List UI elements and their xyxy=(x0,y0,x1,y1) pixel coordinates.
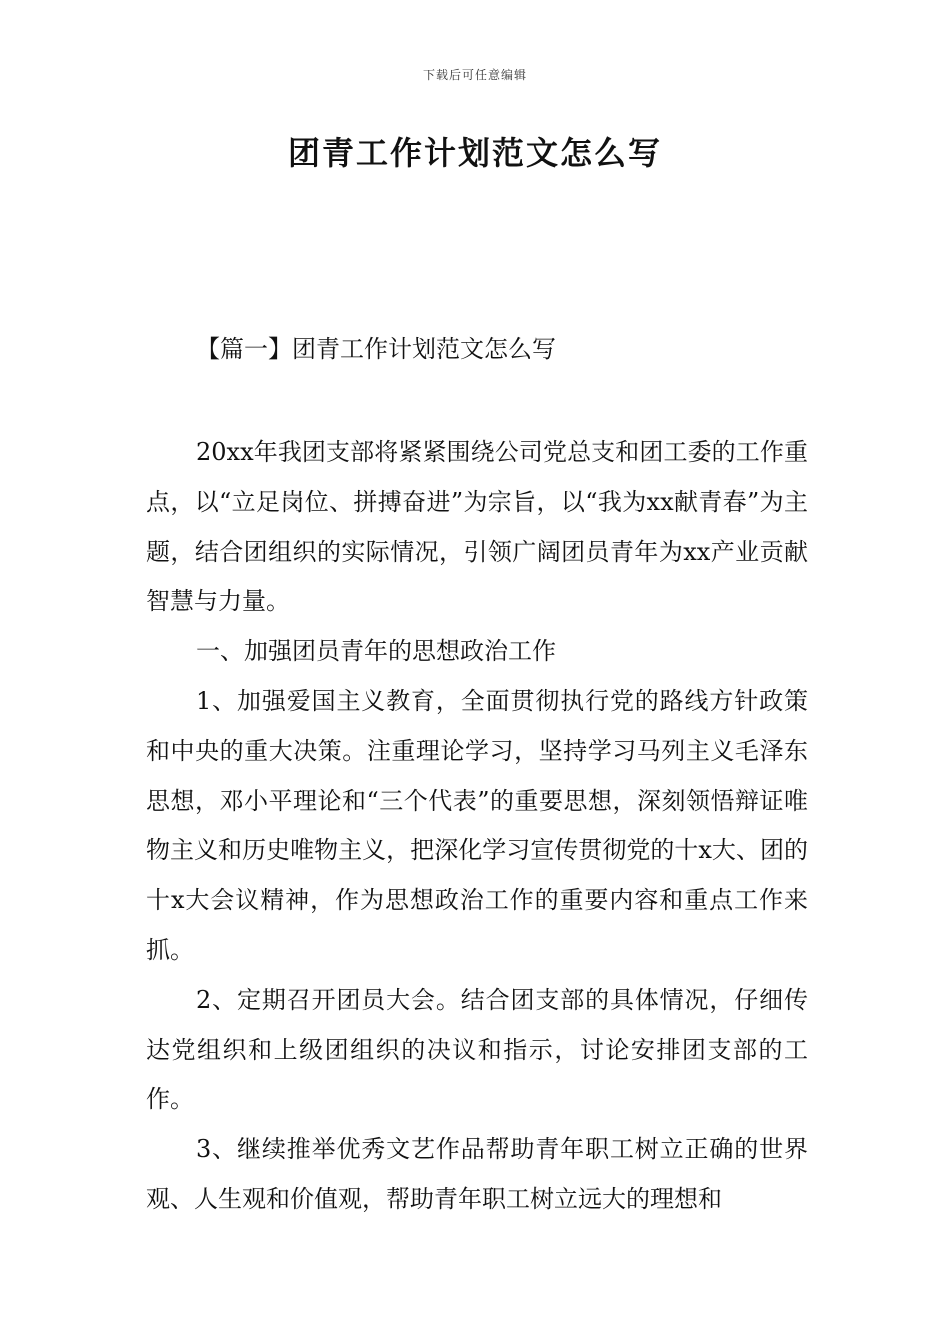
document-title: 团青工作计划范文怎么写 xyxy=(287,134,662,172)
document-body xyxy=(146,428,808,1225)
paragraph-item-3: 3、继续推举优秀文艺作品帮助青年职工树立正确的世界观、人生观和价值观，帮助青年职工树立远大的理想和 xyxy=(146,1135,808,1213)
paragraph-intro: 20xx年我团支部将紧紧围绕公司党总支和团工委的工作重点，以“立足岗位、拼搏奋进”为宗旨，以“我为xx献青春”为主题，结合团组织的实际情况，引领广阔团员青年为xx产业贡献智慧与力量。 xyxy=(146,438,808,616)
header-note: 下载后可任意编辑 xyxy=(422,68,527,82)
section-heading: 【篇一】团青工作计划范文怎么写 xyxy=(196,335,556,363)
paragraph-item-2: 2、定期召开团员大会。结合团支部的具体情况，仔细传达党组织和上级团组织的决议和指示，讨论安排团支部的工作。 xyxy=(146,985,808,1114)
paragraph-item-1: 1、加强爱国主义教育，全面贯彻执行党的路线方针政策和中央的重大决策。注重理论学习，坚持学习马列主义毛泽东思想，邓小平理论和“三个代表”的重要思想，深刻领悟辩证唯物主义和历史唯物主义，把深化学习宣传贯彻党的十x大、团的十x大会议精神，作为思想政治工作的重要内容和重点工作来抓。 xyxy=(146,686,808,964)
paragraph-heading-1: 一、加强团员青年的思想政治工作 xyxy=(196,637,556,666)
